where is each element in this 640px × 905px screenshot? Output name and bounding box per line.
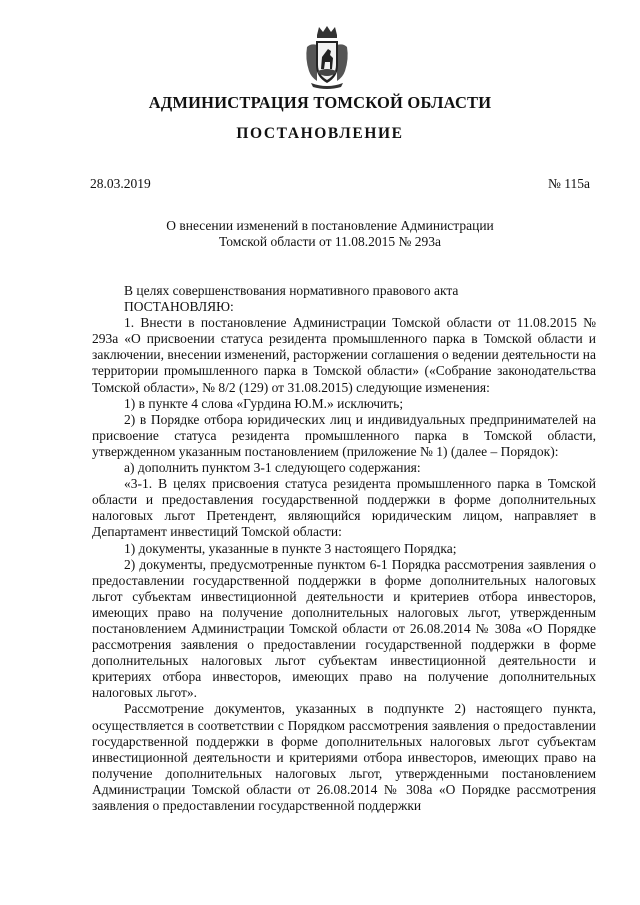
document-date: 28.03.2019	[90, 176, 151, 191]
body-paragraph: Рассмотрение документов, указанных в подпункте 2) настоящего пункта, осуществляется в соответствии с Порядком рассмотрения заявления о предоставлении государственной поддержки в форме дополнительных налоговых льгот субъектам инвестиционной деятельности и критериями отбора инвесторов, имеющих право на получение дополнительных налоговых льгот, утвержденными постановлением Администрации Томской области от 26.08.2014 № 308а «О Порядке рассмотрения заявления о предоставлении государственной поддержки	[92, 701, 596, 813]
body-paragraph: «3-1. В целях присвоения статуса резидента промышленного парка в Томской области и предоставления государственной поддержки в форме дополнительных налоговых льгот Претендент, являющийся юридическим лицом, направляет в Департамент инвестиций Томской области:	[92, 476, 596, 540]
body-paragraph: ПОСТАНОВЛЯЮ:	[124, 299, 234, 315]
body-paragraph: 1) в пункте 4 слова «Гурдина Ю.М.» исключить;	[124, 395, 404, 411]
body-paragraph: а) дополнить пунктом 3-1 следующего содержания:	[124, 460, 421, 476]
organization-title: АДМИНИСТРАЦИЯ ТОМСКОЙ ОБЛАСТИ	[148, 93, 492, 112]
body-paragraph: 2) в Порядке отбора юридических лиц и индивидуальных предпринимателей на присвоение статуса резидента промышленного парка в Томской области, утвержденном указанным постановлением (приложение № 1) (далее – Порядок):	[92, 411, 596, 459]
document-number: № 115а	[548, 176, 590, 191]
body-paragraph: 2) документы, предусмотренные пунктом 6-1 Порядка рассмотрения заявления о предоставлении государственной поддержки в форме дополнительных налоговых льгот субъектам инвестиционной деятельности и критериев отбора инвесторов, имеющих право на получение дополнительных налоговых льгот, утвержденным постановлением Администрации Томской области от 26.08.2014 № 308а «О Порядке рассмотрения заявления о предоставлении государственной поддержки в форме дополнительных налоговых льгот субъектам инвестиционной деятельности и критериях отбора инвесторов, имеющих право на получение дополнительных налоговых льгот».	[92, 556, 596, 701]
document-type-title: ПОСТАНОВЛЕНИЕ	[236, 125, 404, 142]
coat-of-arms-icon	[305, 25, 349, 89]
document-body	[92, 283, 596, 814]
body-paragraph: В целях совершенствования нормативного правового акта	[124, 283, 459, 298]
body-paragraph: 1) документы, указанные в пункте 3 настоящего Порядка;	[124, 540, 457, 556]
body-paragraph: 1. Внести в постановление Администрации Томской области от 11.08.2015 № 293а «О присвоении статуса резидента промышленного парка в Томской области и заключении, внесении изменений, расторжении соглашения о ведении деятельности на территории промышленного парка в Томской области» («Собрание законодательства Томской области», № 8/2 (129) от 31.08.2015) следующие изменения:	[92, 315, 596, 395]
document-subject	[130, 218, 530, 250]
subject-line: О внесении изменений в постановление Администрации	[166, 218, 494, 233]
subject-line: Томской области от 11.08.2015 № 293а	[219, 234, 441, 250]
